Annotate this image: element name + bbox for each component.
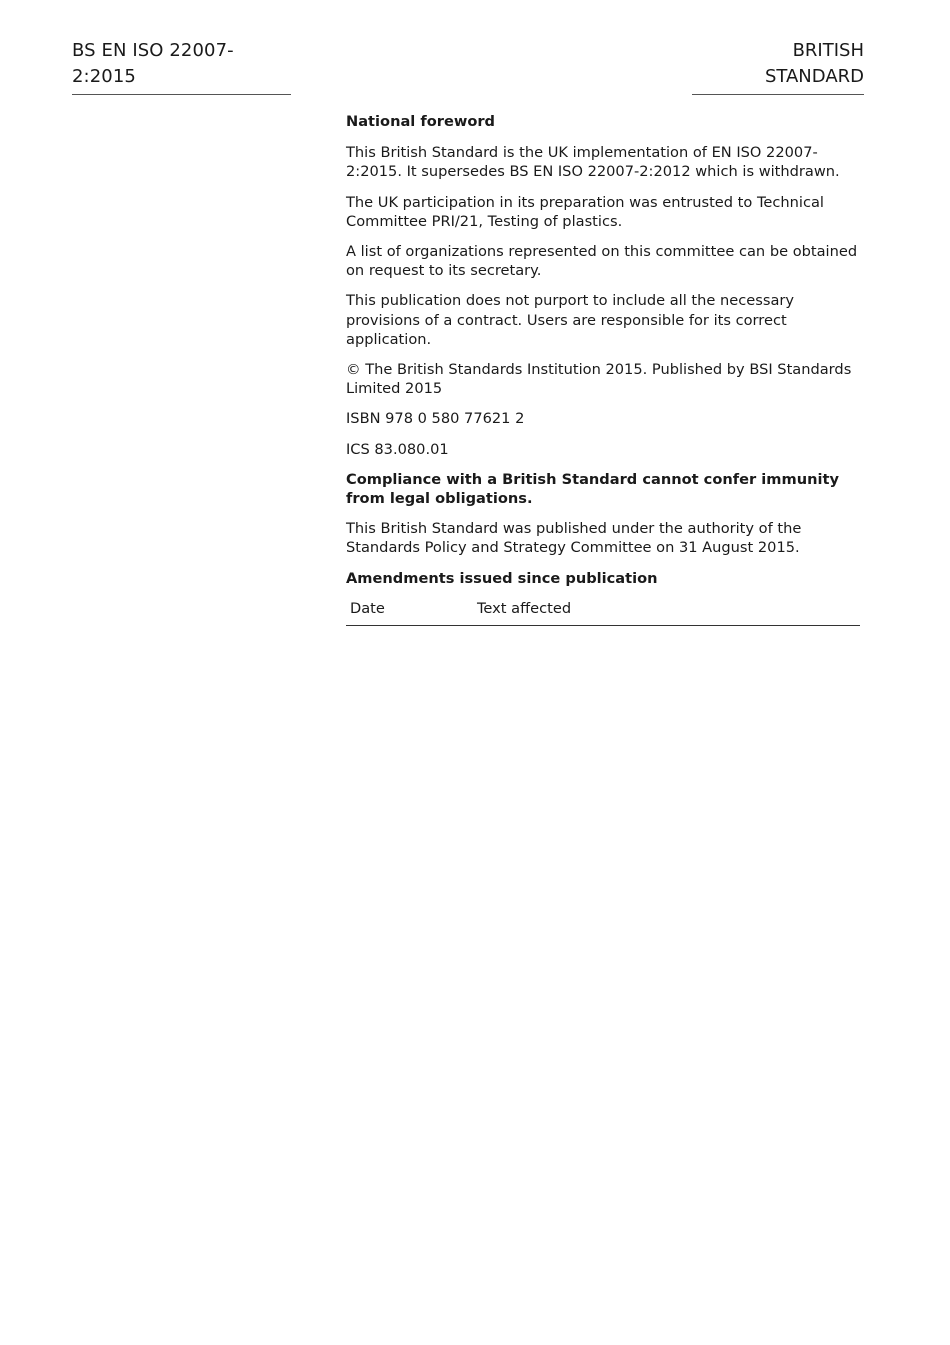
amendments-table [346,599,860,626]
foreword-paragraph-copyright: © The British Standards Institution 2015. Published by BSI Standards Limited 2015 [346,361,852,398]
amendments-title: Amendments issued since publication [346,569,658,587]
compliance-statement: Compliance with a British Standard cannot confer immunity from legal obligations. [346,470,839,508]
publisher-header: BRITISH STANDARD [692,38,864,95]
foreword-paragraph-implementation: This British Standard is the UK implementation of EN ISO 22007-2:2015. It supersedes BS EN ISO 22007-2:2012 which is withdrawn. [346,144,840,181]
foreword-paragraph-organizations: A list of organizations represented on this committee can be obtained on request to its secretary. [346,243,858,280]
foreword-paragraph-provisions: This publication does not purport to include all the necessary provisions of a contract. Users are responsible for its correct application. [346,292,795,348]
document-number-header: BS EN ISO 22007-2:2015 [72,38,291,95]
foreword-isbn: ISBN 978 0 580 77621 2 [346,410,525,428]
amendments-column-date: Date [350,599,385,617]
foreword-paragraph-committee: The UK participation in its preparation was entrusted to Technical Committee PRI/21, Testing of plastics. [346,193,824,230]
amendments-column-text-affected: Text affected [477,599,572,617]
authority-statement: This British Standard was published under the authority of the Standards Policy and Strategy Committee on 31 August 2015. [346,520,802,557]
national-foreword-section [346,112,860,626]
foreword-title: National foreword [346,113,496,130]
foreword-ics: ICS 83.080.01 [346,440,449,458]
